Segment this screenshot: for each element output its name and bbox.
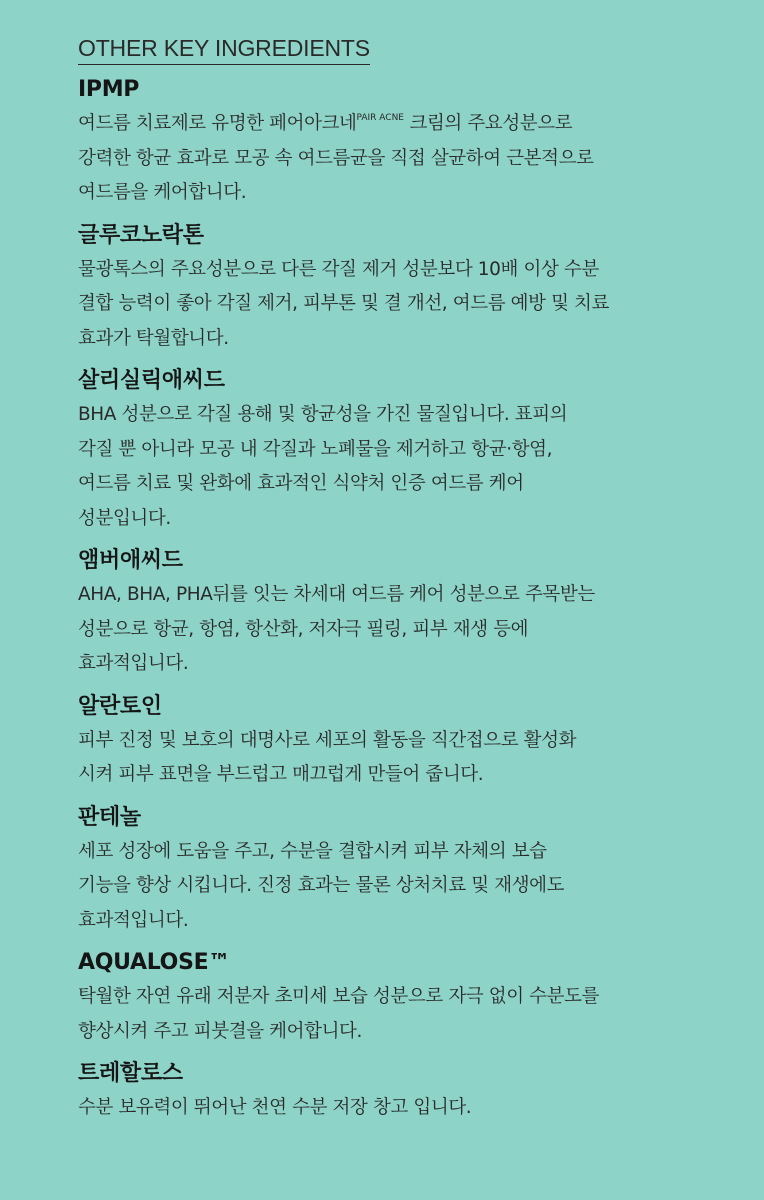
ingredient-description — [78, 724, 704, 793]
description-line: 수분 보유력이 뛰어난 천연 수분 저장 창고 입니다. — [78, 1097, 472, 1118]
description-line: BHA 성분으로 각질 용해 및 항균성을 가진 물질입니다. 표피의 — [78, 404, 568, 425]
ingredient-list — [78, 73, 704, 1126]
description-line: 세포 성장에 도움을 주고, 수분을 결합시켜 피부 자체의 보습 — [78, 840, 547, 862]
description-line: 성분입니다. — [78, 507, 171, 529]
ingredient-description — [78, 398, 704, 536]
ingredient-name: 알란토인 — [78, 693, 162, 719]
ingredient-description — [78, 578, 704, 682]
trademark-superscript: PAIR ACNE — [356, 113, 404, 123]
description-line: 효과적입니다. — [78, 909, 189, 931]
description-line: 여드름을 케어합니다. — [78, 182, 247, 203]
ingredient-name: 앰버애씨드 — [78, 548, 183, 573]
description-line: 시켜 피부 표면을 부드럽고 매끄럽게 만들어 줍니다. — [78, 764, 484, 785]
ingredient-item — [78, 219, 704, 357]
ingredient-name: 살리실릭애씨드 — [78, 368, 225, 393]
description-line: 탁월한 자연 유래 저분자 초미세 보습 성분으로 자극 없이 수분도를 — [78, 986, 600, 1007]
ingredient-name: 트레할로스 — [78, 1061, 183, 1086]
ingredient-name: AQUALOSE™ — [78, 950, 231, 975]
ingredient-description — [78, 253, 704, 357]
description-line: 물광톡스의 주요성분으로 다른 각질 제거 성분보다 10배 이상 수분 — [78, 258, 599, 280]
ingredient-gap — [78, 793, 704, 801]
description-line: 강력한 항균 효과로 모공 속 여드름균을 직접 살균하여 근본적으로 — [78, 147, 594, 169]
description-line: 기능을 향상 시킵니다. 진정 효과는 물론 상처치료 및 재생에도 — [78, 875, 565, 896]
description-line-text: 여드름 치료제로 유명한 페어아크네 — [78, 113, 357, 134]
ingredient-gap — [78, 356, 704, 364]
ingredient-item — [78, 801, 704, 939]
ingredient-gap — [78, 938, 704, 946]
description-line-text: 크림의 주요성분으로 — [404, 113, 573, 134]
ingredient-description — [78, 980, 704, 1049]
ingredient-description — [78, 107, 704, 211]
ingredient-item — [78, 946, 704, 1049]
ingredient-name: IPMP — [78, 77, 140, 102]
ingredient-description — [78, 835, 704, 939]
description-line: AHA, BHA, PHA뒤를 잇는 차세대 여드름 케어 성분으로 주목받는 — [78, 584, 595, 605]
ingredient-item — [78, 73, 704, 211]
description-line: 향상시켜 주고 피붓결을 케어합니다. — [78, 1020, 362, 1042]
section-title: OTHER KEY INGREDIENTS — [78, 33, 370, 65]
ingredient-item — [78, 364, 704, 536]
description-line: 결합 능력이 좋아 각질 제거, 피부톤 및 결 개선, 여드름 예방 및 치료 — [78, 293, 609, 314]
description-line: 성분으로 항균, 항염, 항산화, 저자극 필링, 피부 재생 등에 — [78, 618, 529, 640]
ingredient-gap — [78, 682, 704, 690]
ingredient-gap — [78, 211, 704, 219]
ingredient-item — [78, 1057, 704, 1126]
description-line: 피부 진정 및 보호의 대명사로 세포의 활동을 직간접으로 활성화 — [78, 729, 577, 751]
description-line — [78, 107, 704, 142]
description-line: 효과적입니다. — [78, 653, 189, 674]
ingredient-item — [78, 690, 704, 793]
ingredient-name: 판테놀 — [78, 804, 141, 830]
description-line: 각질 뿐 아니라 모공 내 각질과 노폐물을 제거하고 항균·항염, — [78, 438, 553, 460]
ingredient-gap — [78, 1049, 704, 1057]
ingredient-item — [78, 544, 704, 682]
ingredient-gap — [78, 536, 704, 544]
description-line: 효과가 탁월합니다. — [78, 327, 229, 349]
ingredient-description — [78, 1091, 704, 1126]
ingredient-name: 글루코노락톤 — [78, 222, 204, 248]
description-line: 여드름 치료 및 완화에 효과적인 식약처 인증 여드름 케어 — [78, 473, 524, 494]
